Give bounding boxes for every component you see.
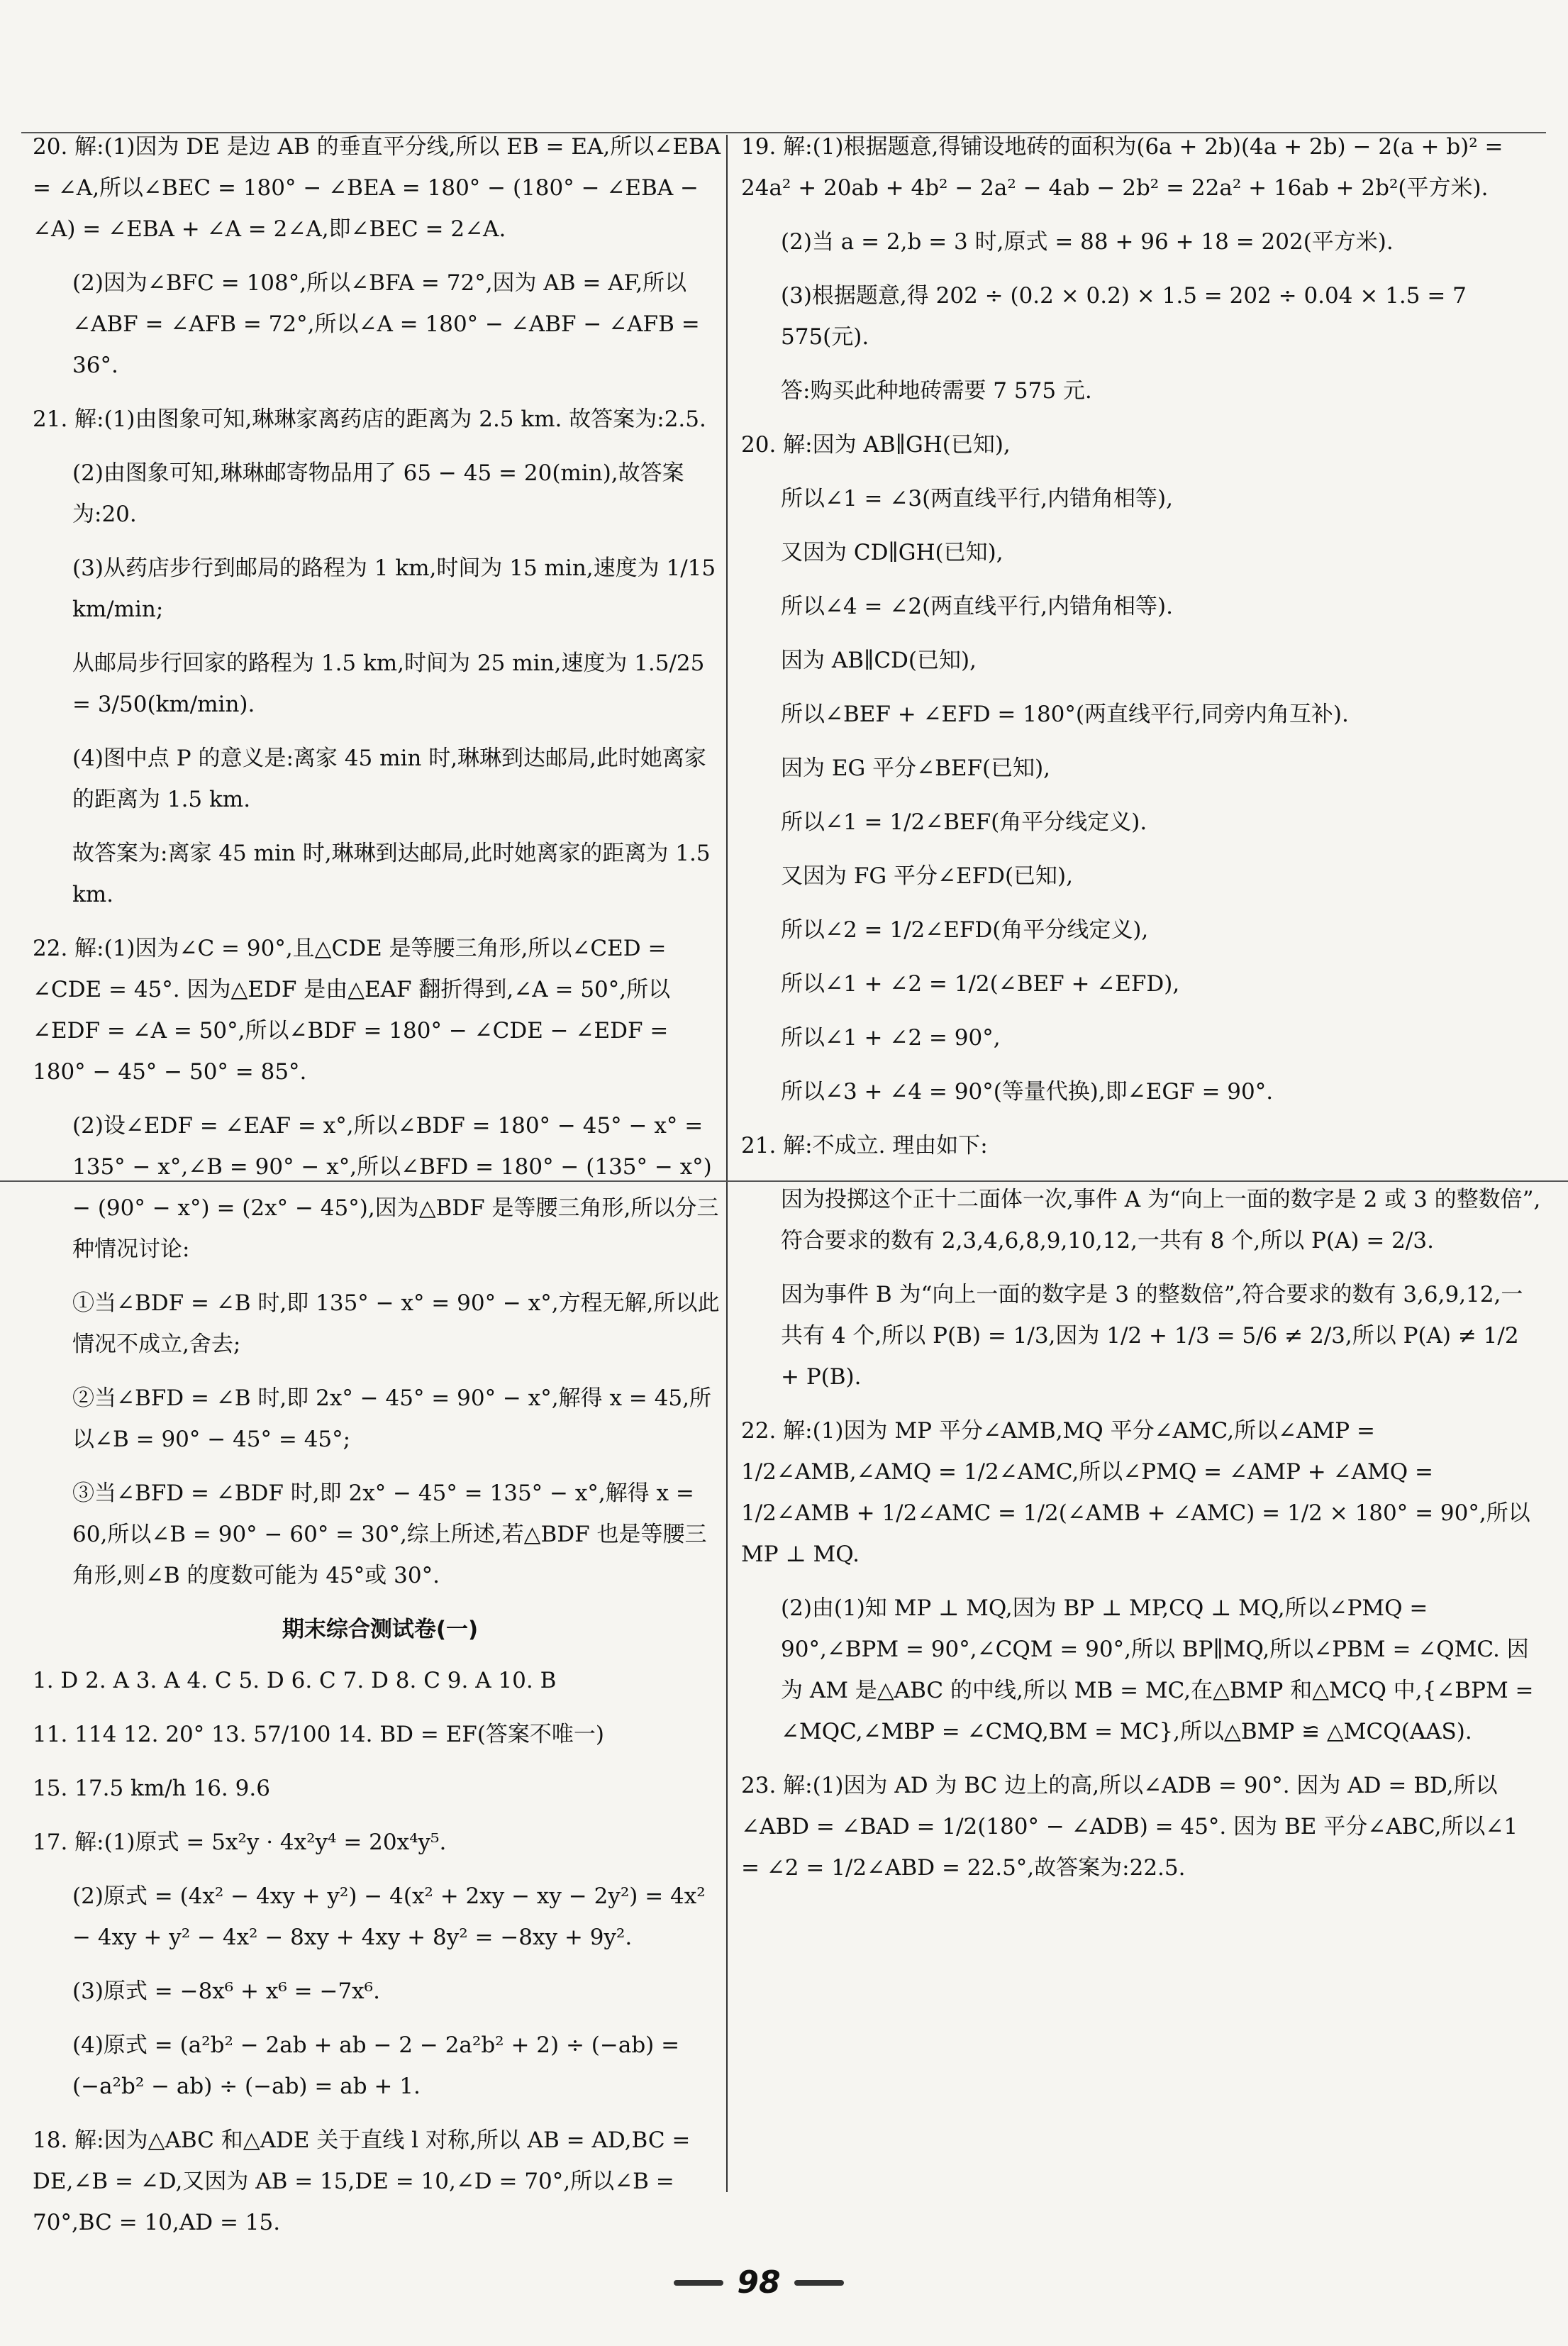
answer-paragraph: 21. 解:(1)由图象可知,琳琳家离药店的距离为 2.5 km. 故答案为:2.5. bbox=[33, 406, 706, 432]
section-title: 期末综合测试卷(一) bbox=[282, 1617, 479, 1642]
answer-paragraph: 所以∠2 = 1/2∠EFD(角平分线定义), bbox=[781, 917, 1149, 943]
answer-paragraph: 1. D 2. A 3. A 4. C 5. D 6. C 7. D 8. C 9. A 10. B bbox=[33, 1668, 557, 1693]
answer-paragraph: (3)原式 = −8x⁶ + x⁶ = −7x⁶. bbox=[72, 1979, 380, 2004]
answer-paragraph: (2)原式 = (4x² − 4xy + y²) − 4(x² + 2xy − xy − 2y²) = 4x² − 4xy + y² − 4x² − 8xy + 4xy + 8y² = −8xy + 9y². bbox=[72, 1883, 706, 1950]
answer-paragraph: 11. 114 12. 20° 13. 57/100 14. BD = EF(答案不唯一) bbox=[33, 1722, 604, 1747]
answer-paragraph: 所以∠BEF + ∠EFD = 180°(两直线平行,同旁内角互补). bbox=[781, 702, 1349, 727]
answer-paragraph: 22. 解:(1)因为 MP 平分∠AMB,MQ 平分∠AMC,所以∠AMP = 1/2∠AMB,∠AMQ = 1/2∠AMC,所以∠PMQ = ∠AMP + ∠AMQ = 1/2∠AMB + 1/2∠AMC = 1/2(∠AMB + ∠AMC) = 1/2 × 180° = 90°,所以 MP ⊥ MQ. bbox=[741, 1418, 1530, 1567]
left-column bbox=[33, 126, 728, 2256]
answer-paragraph: 所以∠1 + ∠2 = 90°, bbox=[781, 1025, 1001, 1051]
answer-paragraph: 因为投掷这个正十二面体一次,事件 A 为“向上一面的数字是 2 或 3 的整数倍”,符合要求的数有 2,3,4,6,8,9,10,12,一共有 8 个,所以 P(A) = 2/3. bbox=[781, 1187, 1541, 1254]
answer-paragraph: 答:购买此种地砖需要 7 575 元. bbox=[781, 378, 1092, 404]
answer-paragraph: 因为 AB∥CD(已知), bbox=[781, 648, 977, 673]
answer-paragraph: (2)因为∠BFC = 108°,所以∠BFA = 72°,因为 AB = AF,所以∠ABF = ∠AFB = 72°,所以∠A = 180° − ∠ABF − ∠AFB = 36°. bbox=[72, 270, 700, 378]
answer-paragraph: (4)图中点 P 的意义是:离家 45 min 时,琳琳到达邮局,此时她离家的距离为 1.5 km. bbox=[72, 746, 706, 812]
answer-paragraph: 20. 解:因为 AB∥GH(已知), bbox=[741, 432, 1011, 458]
answer-paragraph: 又因为 FG 平分∠EFD(已知), bbox=[781, 863, 1073, 889]
answer-paragraph: 所以∠1 = 1/2∠BEF(角平分线定义). bbox=[781, 809, 1147, 835]
answer-paragraph: (2)设∠EDF = ∠EAF = x°,所以∠BDF = 180° − 45° − x° = 135° − x°,∠B = 90° − x°,所以∠BFD = 180° − (135° − x°) − (90° − x°) = (2x° − 45°),因为△BDF 是等腰三角形,所以分三种情况讨论: bbox=[72, 1113, 719, 1262]
answer-paragraph: 21. 解:不成立. 理由如下: bbox=[741, 1133, 988, 1158]
answer-paragraph: (2)当 a = 2,b = 3 时,原式 = 88 + 96 + 18 = 202(平方米). bbox=[781, 229, 1394, 255]
answer-paragraph: (3)从药店步行到邮局的路程为 1 km,时间为 15 min,速度为 1/15 km/min; bbox=[72, 555, 716, 622]
answer-paragraph: 又因为 CD∥GH(已知), bbox=[781, 540, 1003, 565]
answer-paragraph: 15. 17.5 km/h 16. 9.6 bbox=[33, 1776, 270, 1801]
answer-paragraph: 18. 解:因为△ABC 和△ADE 关于直线 l 对称,所以 AB = AD,BC = DE,∠B = ∠D,又因为 AB = 15,DE = 10,∠D = 70°,所以∠B = 70°,BC = 10,AD = 15. bbox=[33, 2128, 691, 2235]
answer-paragraph: 所以∠1 = ∠3(两直线平行,内错角相等), bbox=[781, 486, 1173, 511]
answer-paragraph: (2)由图象可知,琳琳邮寄物品用了 65 − 45 = 20(min),故答案为:20. bbox=[72, 460, 684, 527]
answer-paragraph: 20. 解:(1)因为 DE 是边 AB 的垂直平分线,所以 EB = EA,所以∠EBA = ∠A,所以∠BEC = 180° − ∠BEA = 180° − (180° − ∠EBA − ∠A) = ∠EBA + ∠A = 2∠A,即∠BEC = 2∠A. bbox=[33, 134, 721, 242]
answer-paragraph: ①当∠BDF = ∠B 时,即 135° − x° = 90° − x°,方程无解,所以此情况不成立,舍去; bbox=[72, 1290, 720, 1357]
answer-paragraph: 所以∠1 + ∠2 = 1/2(∠BEF + ∠EFD), bbox=[781, 971, 1180, 997]
answer-paragraph: 19. 解:(1)根据题意,得铺设地砖的面积为(6a + 2b)(4a + 2b) − 2(a + b)² = 24a² + 20ab + 4b² − 2a² − 4ab − 2b² = 22a² + 16ab + 2b²(平方米). bbox=[741, 134, 1503, 201]
answer-paragraph: 23. 解:(1)因为 AD 为 BC 边上的高,所以∠ADB = 90°. 因为 AD = BD,所以∠ABD = ∠BAD = 1/2(180° − ∠ADB) = 45°. 因为 BE 平分∠ABC,所以∠1 = ∠2 = 1/2∠ABD = 22.5°,故答案为:22.5. bbox=[741, 1773, 1518, 1881]
answer-paragraph: 17. 解:(1)原式 = 5x²y · 4x²y⁴ = 20x⁴y⁵. bbox=[33, 1830, 447, 1855]
answer-paragraph: 所以∠3 + ∠4 = 90°(等量代换),即∠EGF = 90°. bbox=[781, 1079, 1274, 1105]
answer-paragraph: 从邮局步行回家的路程为 1.5 km,时间为 25 min,速度为 1.5/25 = 3/50(km/min). bbox=[72, 651, 705, 717]
answer-paragraph: 所以∠4 = ∠2(两直线平行,内错角相等). bbox=[781, 594, 1173, 619]
answer-paragraph: 因为 EG 平分∠BEF(已知), bbox=[781, 756, 1051, 781]
answer-paragraph: ②当∠BFD = ∠B 时,即 2x° − 45° = 90° − x°,解得 x = 45,所以∠B = 90° − 45° = 45°; bbox=[72, 1385, 711, 1452]
answer-paragraph: (2)由(1)知 MP ⊥ MQ,因为 BP ⊥ MP,CQ ⊥ MQ,所以∠PMQ = 90°,∠BPM = 90°,∠CQM = 90°,所以 BP∥MQ,所以∠PBM = ∠QMC. 因为 AM 是△ABC 的中线,所以 MB = MC,在△BMP 和△MCQ 中,{∠BPM = ∠MQC,∠MBP = ∠CMQ,BM = MC},所以△BMP ≌ △MCQ(AAS). bbox=[781, 1595, 1534, 1744]
answer-paragraph: 因为事件 B 为“向上一面的数字是 3 的整数倍”,符合要求的数有 3,6,9,12,一共有 4 个,所以 P(B) = 1/3,因为 1/2 + 1/3 = 5/6 ≠ 2/3,所以 P(A) ≠ 1/2 + P(B). bbox=[781, 1282, 1523, 1390]
answer-paragraph: 22. 解:(1)因为∠C = 90°,且△CDE 是等腰三角形,所以∠CED = ∠CDE = 45°. 因为△EDF 是由△EAF 翻折得到,∠A = 50°,所以∠EDF = ∠A = 50°,所以∠BDF = 180° − ∠CDE − ∠EDF = 180° − 45° − 50° = 85°. bbox=[33, 936, 671, 1085]
right-column bbox=[741, 126, 1542, 1901]
answer-paragraph: (4)原式 = (a²b² − 2ab + ab − 2 − 2a²b² + 2) ÷ (−ab) = (−a²b² − ab) ÷ (−ab) = ab + 1. bbox=[72, 2032, 680, 2099]
page-number: 98 bbox=[674, 2256, 844, 2310]
answer-paragraph: 故答案为:离家 45 min 时,琳琳到达邮局,此时她离家的距离为 1.5 km. bbox=[72, 841, 711, 907]
answer-paragraph: (3)根据题意,得 202 ÷ (0.2 × 0.2) × 1.5 = 202 ÷ 0.04 × 1.5 = 7 575(元). bbox=[781, 283, 1467, 350]
answer-paragraph: ③当∠BFD = ∠BDF 时,即 2x° − 45° = 135° − x°,解得 x = 60,所以∠B = 90° − 60° = 30°,综上所述,若△BDF 也是等腰三角形,则∠B 的度数可能为 45°或 30°. bbox=[72, 1481, 707, 1588]
